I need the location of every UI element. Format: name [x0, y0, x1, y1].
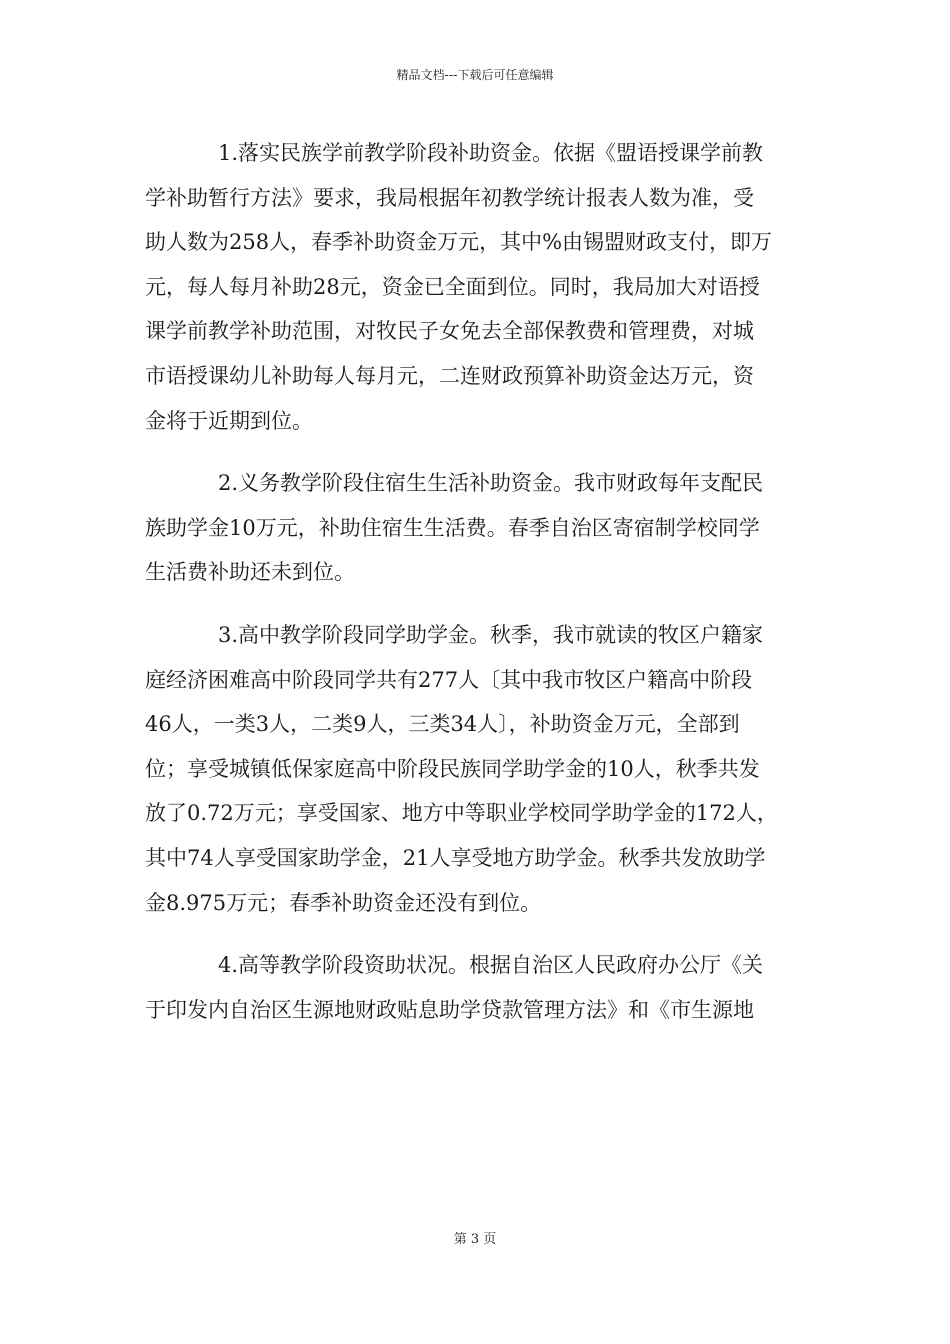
page-header: 精品文档---下载后可任意编辑 — [396, 68, 554, 82]
text-line: 学补助暂行方法》要求，我局根据年初教学统计报表人数为准，受 — [145, 185, 754, 210]
text-line: 4.高等教学阶段资助状况。根据自治区人民政府办公厅《关 — [218, 953, 764, 978]
document-body — [145, 131, 813, 1032]
page-number: 第 3 页 — [453, 1232, 497, 1247]
text-line: 2.义务教学阶段住宿生生活补助资金。我市财政每年支配民 — [218, 471, 764, 496]
text-line: 市语授课幼儿补助每人每月元，二连财政预算补助资金达万元，资 — [145, 363, 754, 388]
text-line: 1.落实民族学前教学阶段补助资金。依据《盟语授课学前教 — [218, 141, 764, 165]
text-line: 族助学金10万元，补助住宿生生活费。春季自治区寄宿制学校同学 — [145, 515, 760, 540]
paragraph-1 — [145, 131, 813, 443]
text-line: 位；享受城镇低保家庭高中阶段民族同学助学金的10人，秋季共发 — [145, 756, 760, 781]
paragraph-2 — [145, 461, 813, 595]
paragraph-spacer — [145, 595, 813, 613]
text-line: 庭经济困难高中阶段同学共有277人〔其中我市牧区户籍高中阶段 — [145, 667, 753, 692]
text-line: 生活费补助还未到位。 — [145, 560, 355, 585]
text-line: 课学前教学补助范围，对牧民子女免去全部保教费和管理费，对城 — [145, 319, 754, 344]
paragraph-3 — [145, 613, 813, 925]
text-line: 金将于近期到位。 — [145, 408, 313, 433]
text-line: 金8.975万元；春季补助资金还没有到位。 — [145, 890, 542, 915]
paragraph-spacer — [145, 925, 813, 943]
text-line: 助人数为258人，春季补助资金万元，其中%由锡盟财政支付，即万 — [145, 230, 773, 255]
text-line: 其中74人享受国家助学金，21人享受地方助学金。秋季共发放助学 — [145, 845, 766, 870]
text-line: 46人，一类3人，二类9人，三类34人〕，补助资金万元，全部到 — [145, 712, 740, 737]
paragraph-4 — [145, 943, 813, 1032]
text-line: 3.高中教学阶段同学助学金。秋季，我市就读的牧区户籍家 — [218, 622, 764, 647]
paragraph-spacer — [145, 443, 813, 461]
text-line: 元，每人每月补助28元，资金已全面到位。同时，我局加大对语授 — [145, 274, 760, 299]
text-line: 于印发内自治区生源地财政贴息助学贷款管理方法》和《市生源地 — [145, 997, 754, 1022]
text-line: 放了0.72万元；享受国家、地方中等职业学校同学助学金的172人， — [145, 801, 778, 826]
